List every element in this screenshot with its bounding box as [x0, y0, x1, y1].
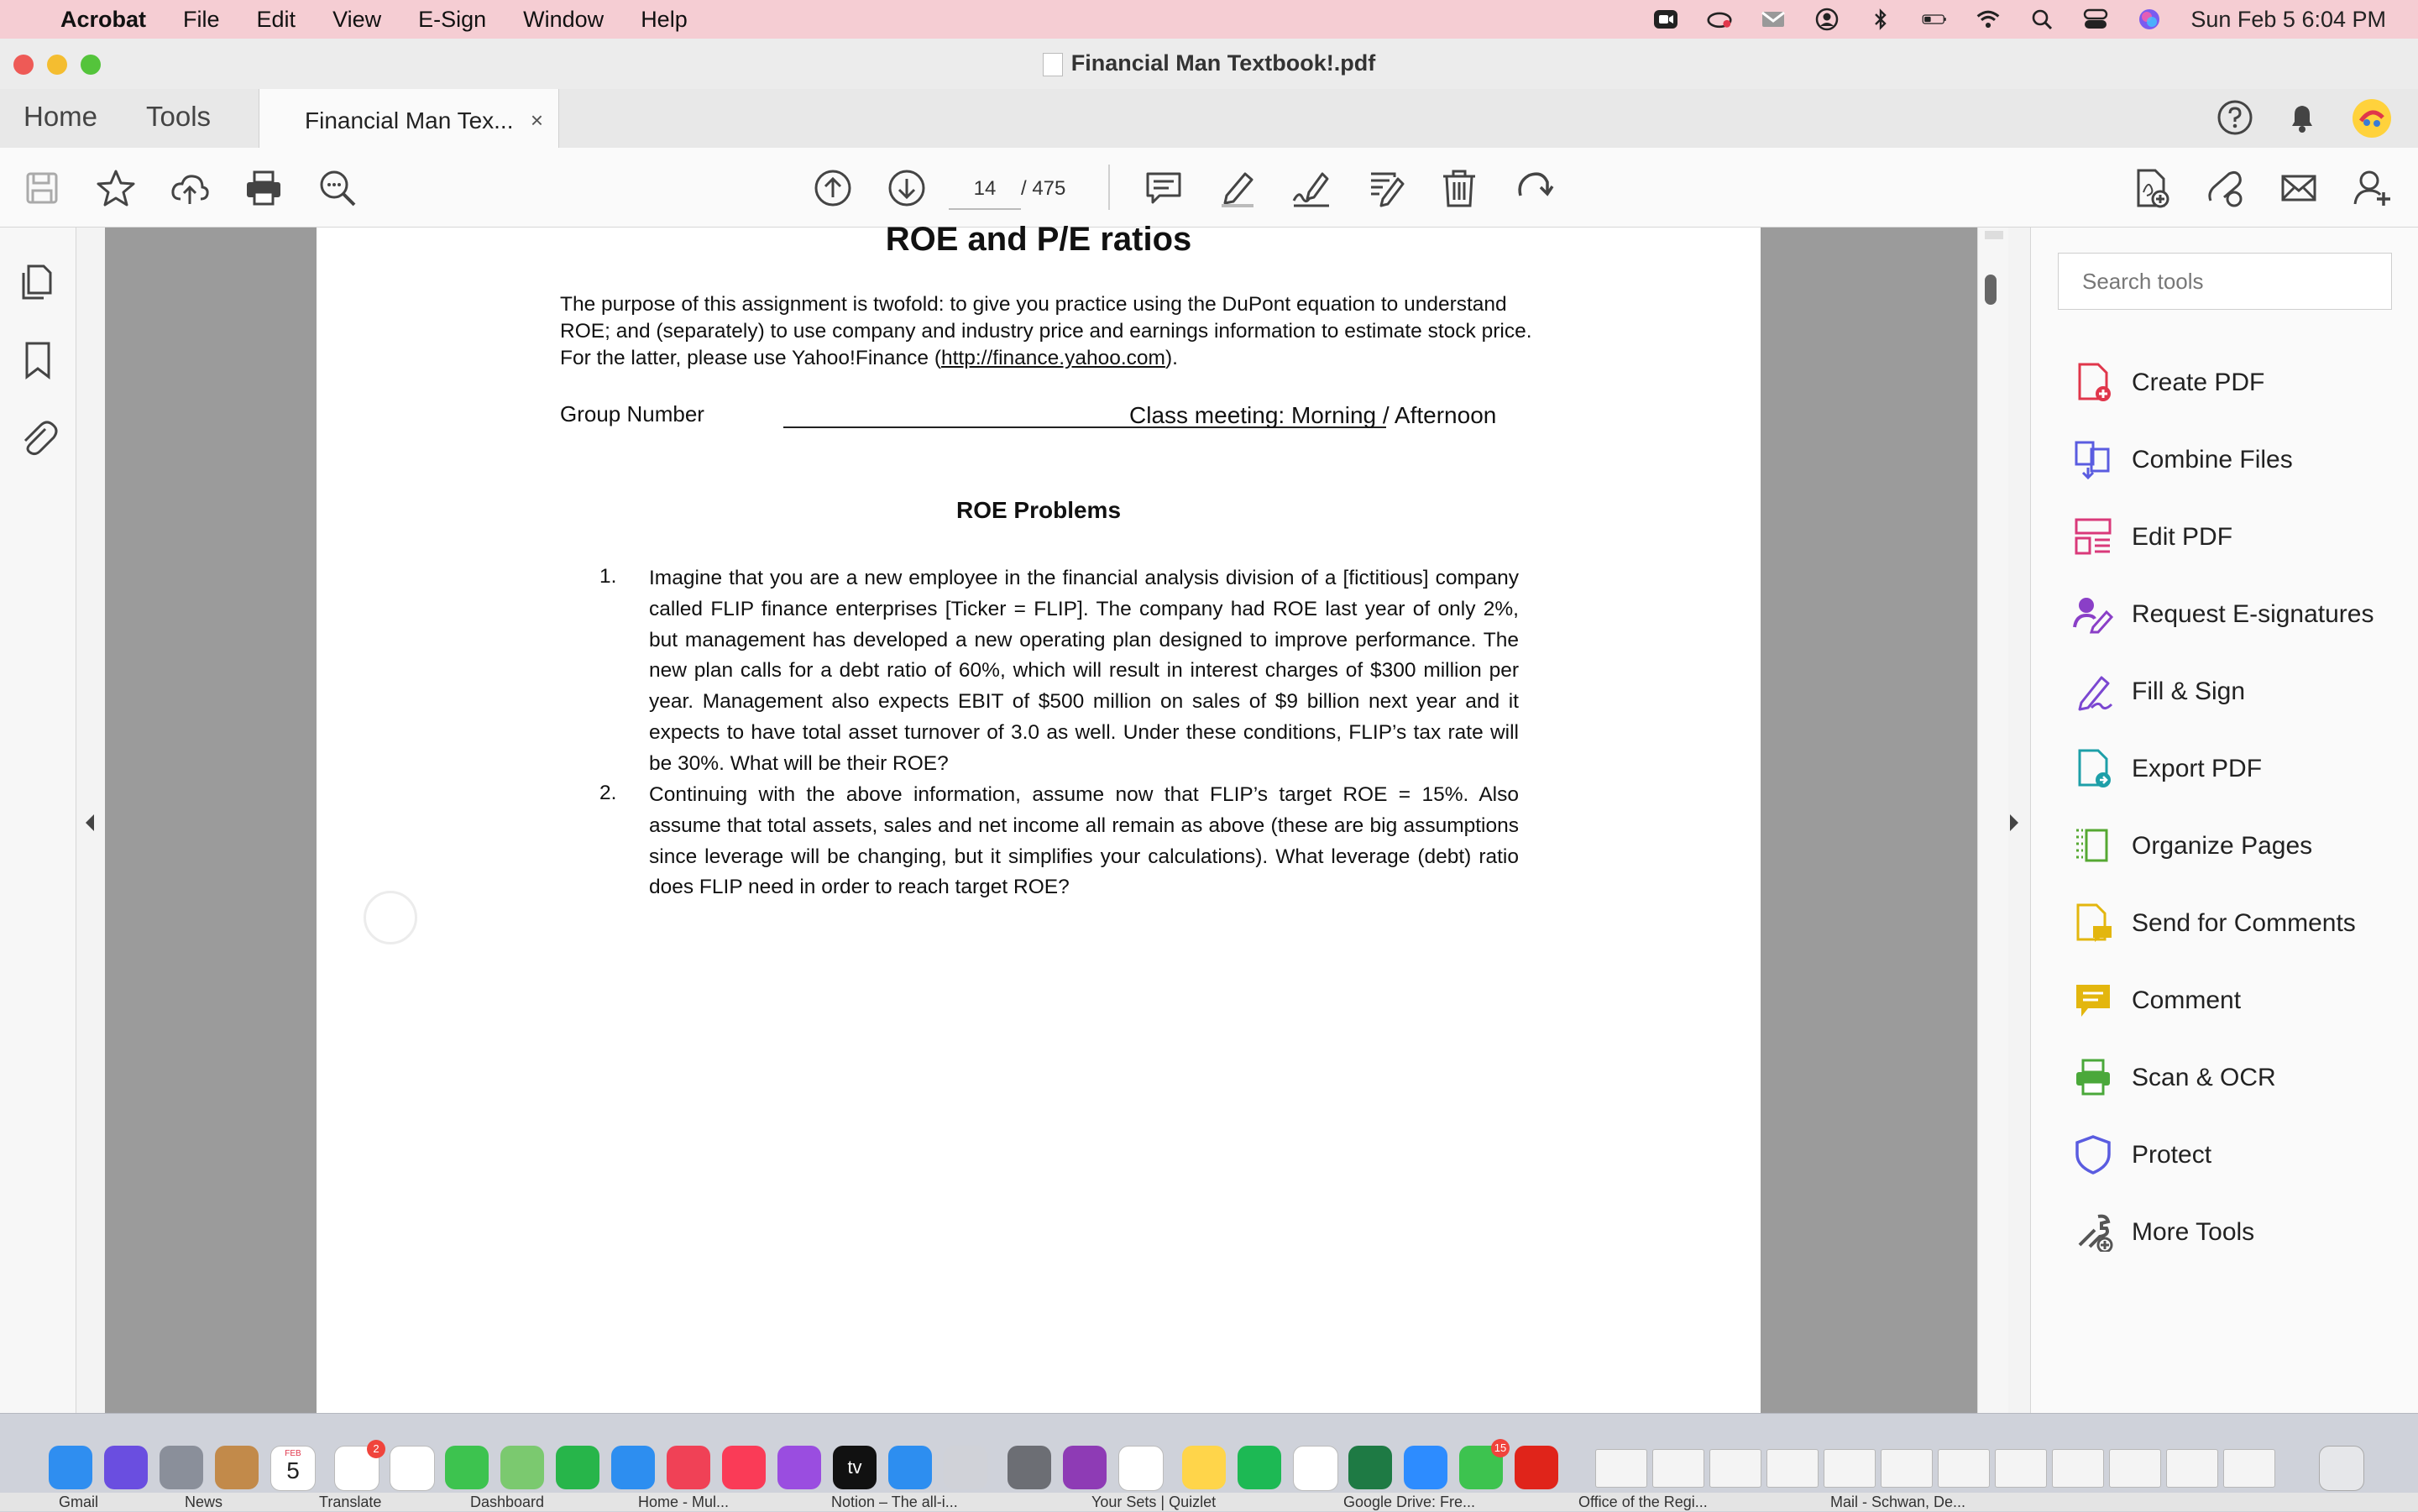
tool-organize-pages[interactable]: [2073, 820, 2409, 871]
numbers-icon[interactable]: [556, 1446, 599, 1489]
finder-icon[interactable]: [49, 1446, 92, 1489]
page-thumbnails-icon[interactable]: [17, 261, 59, 303]
bookmark-item[interactable]: Office of the Regi...: [1578, 1494, 1708, 1510]
tool-more-tools[interactable]: [2073, 1206, 2409, 1257]
creative-cloud-icon[interactable]: [1707, 9, 1732, 29]
tool-scan-ocr[interactable]: [2073, 1052, 2409, 1102]
calendar-day: 5: [286, 1457, 300, 1483]
delete-trash-icon[interactable]: [1436, 165, 1483, 212]
highlight-tool-icon[interactable]: [1214, 165, 1261, 212]
excel-icon[interactable]: [1348, 1446, 1392, 1489]
export-pdf-icon: [2073, 748, 2113, 788]
attachments-paperclip-icon[interactable]: [17, 416, 59, 458]
close-tab-icon[interactable]: ×: [530, 107, 543, 133]
keynote-icon[interactable]: [611, 1446, 655, 1489]
trash-icon[interactable]: [2319, 1446, 2364, 1491]
bookmark-item[interactable]: Home - Mul...: [638, 1494, 730, 1510]
menu-edit[interactable]: Edit: [256, 6, 296, 32]
minimized-window-thumbnail[interactable]: [1881, 1449, 1933, 1488]
tab-tools[interactable]: Tools: [146, 101, 212, 132]
toolbar-divider: [1108, 165, 1110, 210]
intro-line-3: For the latter, please use Yahoo!Finance (http://finance.yahoo.com).: [560, 347, 1178, 369]
spotlight-search-icon[interactable]: [2029, 9, 2054, 29]
rotate-icon[interactable]: [1510, 165, 1557, 212]
wifi-icon[interactable]: [1976, 9, 2001, 29]
acrobat-tab-bar: [0, 89, 2418, 149]
messages-icon[interactable]: [1459, 1441, 1507, 1489]
tool-fill-sign[interactable]: [2073, 666, 2409, 716]
photos-icon[interactable]: [390, 1446, 435, 1491]
tool-label: Protect: [2132, 1141, 2212, 1169]
apple-tv-icon[interactable]: [833, 1446, 877, 1489]
help-dock-icon[interactable]: [944, 1446, 987, 1489]
bookmark-item[interactable]: Dashboard: [470, 1494, 545, 1510]
pdf-page[interactable]: [317, 221, 1761, 1413]
tool-label: Combine Files: [2132, 446, 2293, 473]
fill-sign-icon: [2073, 671, 2113, 711]
app-store-icon[interactable]: [888, 1446, 932, 1489]
add-user-icon[interactable]: [2349, 165, 2396, 212]
minimized-window-thumbnail[interactable]: [1938, 1449, 1990, 1488]
contacts-icon[interactable]: [215, 1446, 259, 1489]
document-toolbar: [0, 148, 2418, 228]
tool-label: Fill & Sign: [2132, 678, 2246, 705]
edit-pdf-icon: [2073, 516, 2113, 557]
bookmark-item[interactable]: Notion – The all-i...: [831, 1494, 958, 1510]
tool-edit-pdf[interactable]: [2073, 511, 2409, 562]
tab-home[interactable]: Home: [24, 101, 98, 132]
scrollbar-thumb[interactable]: [1985, 275, 1997, 305]
zoom-search-icon[interactable]: [314, 165, 361, 212]
menu-bar: [0, 0, 2418, 39]
menubar-clock[interactable]: Sun Feb 5 6:04 PM: [2190, 6, 2386, 32]
comment-tool-icon[interactable]: [1140, 165, 1187, 212]
request-esign-icon: [2073, 594, 2113, 634]
news-icon[interactable]: [667, 1446, 710, 1489]
maps-icon[interactable]: [500, 1446, 544, 1489]
scan-ocr-icon: [2073, 1057, 2113, 1097]
next-page-icon[interactable]: [883, 165, 930, 212]
vertical-scrollbar[interactable]: [1977, 228, 2008, 1413]
control-center-icon[interactable]: [2083, 9, 2108, 29]
document-heading: ROE and P/E ratios: [885, 221, 1192, 258]
tool-comment[interactable]: [2073, 975, 2409, 1025]
intro-line-2: ROE; and (separately) to use company and industry price and earnings information to estimate stock price.: [560, 320, 1532, 343]
problem-1-text: Imagine that you are a new employee in the financial analysis division of a [fictitious] company called FLIP finance enterprises [Ticker = FLIP]. The company had ROE last year of only 2%, but management has developed a new operating plan designed to improve performance. The new plan calls for a debt ratio of 60%, which will result in interest charges of $300 million per year. Management also expects EBIT of $500 million on sales of $9 billion next year and it expects to have total asset turnover of 3.0 as well. Under these conditions, FLIP’s tax rate will be 30%. What will be their ROE?: [649, 567, 1519, 775]
page-total: / 475: [1021, 177, 1066, 200]
menu-esign[interactable]: E-Sign: [418, 6, 487, 32]
siri-icon[interactable]: [2137, 9, 2162, 29]
menu-window[interactable]: Window: [523, 6, 604, 32]
bookmark-item[interactable]: News: [185, 1494, 223, 1510]
music-icon[interactable]: [722, 1446, 766, 1489]
tool-label: Comment: [2132, 986, 2242, 1014]
tool-label: Scan & OCR: [2132, 1064, 2276, 1091]
tool-combine-files[interactable]: [2073, 434, 2409, 484]
tool-send-for-comments[interactable]: [2073, 897, 2409, 948]
bookmark-item[interactable]: Gmail: [59, 1494, 99, 1510]
comment-icon: [2073, 980, 2113, 1020]
podcasts-icon[interactable]: [777, 1446, 821, 1489]
help-icon[interactable]: [2216, 99, 2253, 140]
intro-line-1: The purpose of this assignment is twofold: to give you practice using the DuPont equation to understand: [560, 293, 1507, 316]
bookmark-item[interactable]: Google Drive: Fre...: [1343, 1494, 1476, 1510]
tab-document[interactable]: [259, 89, 559, 149]
bookmark-item[interactable]: Translate: [319, 1494, 382, 1510]
problem-2-number: 2.: [599, 782, 617, 804]
tool-label: Organize Pages: [2132, 832, 2313, 860]
page-loading-circle: [364, 891, 417, 944]
notifications-bell-icon[interactable]: [2284, 99, 2321, 140]
pdf-file-icon: [1043, 53, 1063, 76]
minimized-window-thumbnail[interactable]: [2109, 1449, 2161, 1488]
acrobat-dock-icon[interactable]: [1515, 1446, 1558, 1489]
bookmarks-panel-icon[interactable]: [17, 338, 59, 380]
system-prefs-icon[interactable]: [1008, 1446, 1051, 1489]
expand-right-panel-icon[interactable]: [2008, 813, 2020, 838]
bluetooth-icon[interactable]: [1868, 9, 1893, 29]
tools-panel: [2030, 228, 2418, 1413]
email-icon[interactable]: [2275, 165, 2322, 212]
yahoo-finance-link[interactable]: http://finance.yahoo.com: [940, 347, 1165, 369]
collapse-left-panel-icon[interactable]: [84, 813, 96, 838]
section-title: ROE Problems: [955, 497, 1122, 523]
dock-badge: 15: [1491, 1439, 1510, 1457]
minimized-window-thumbnail[interactable]: [1766, 1449, 1819, 1488]
previous-page-icon[interactable]: [809, 165, 856, 212]
tool-create-pdf[interactable]: [2073, 357, 2409, 407]
facetime-icon[interactable]: [445, 1446, 489, 1489]
group-number-label: Group Number: [560, 401, 704, 426]
share-link-icon[interactable]: [2201, 165, 2248, 212]
sign-tool-icon[interactable]: [1288, 165, 1335, 212]
onenote-icon[interactable]: [1063, 1446, 1107, 1489]
minimized-window-thumbnail[interactable]: [2052, 1449, 2104, 1488]
user-status-icon[interactable]: [1814, 9, 1840, 29]
gmail-status-icon[interactable]: [1761, 9, 1786, 29]
create-pdf-icon: [2073, 362, 2113, 402]
reminders-icon[interactable]: [334, 1442, 379, 1491]
organize-pages-icon: [2073, 825, 2113, 866]
protect-icon: [2073, 1134, 2113, 1175]
notes-icon[interactable]: [1182, 1446, 1226, 1489]
save-icon[interactable]: [18, 165, 65, 212]
minimized-window-thumbnail[interactable]: [2223, 1449, 2275, 1488]
star-bookmark-icon[interactable]: [92, 165, 139, 212]
tool-label: Create PDF: [2132, 369, 2265, 396]
tool-request-e-signatures[interactable]: [2073, 589, 2409, 639]
menu-view[interactable]: View: [332, 6, 382, 32]
account-avatar[interactable]: [2351, 97, 2393, 144]
upload-cloud-icon[interactable]: [166, 165, 213, 212]
problem-1-number: 1.: [599, 565, 617, 588]
battery-icon[interactable]: [1922, 9, 1947, 29]
minimized-window-thumbnail[interactable]: [1709, 1449, 1761, 1488]
minimized-window-thumbnail[interactable]: [1652, 1449, 1704, 1488]
tool-label: Export PDF: [2132, 755, 2263, 782]
minimized-window-thumbnail[interactable]: [1995, 1449, 2047, 1488]
minimized-window-thumbnail[interactable]: [2166, 1449, 2218, 1488]
tool-export-pdf[interactable]: [2073, 743, 2409, 793]
browser-bookmarks-strip: [0, 1493, 2418, 1511]
chrome-icon[interactable]: [1293, 1446, 1338, 1491]
zoom-status-icon[interactable]: [1653, 9, 1678, 29]
bookmark-item[interactable]: Your Sets | Quizlet: [1091, 1494, 1217, 1510]
combine-files-icon: [2073, 439, 2113, 479]
launchpad-icon[interactable]: [160, 1446, 203, 1489]
menu-file[interactable]: File: [183, 6, 220, 32]
minimized-window-thumbnail[interactable]: [1824, 1449, 1876, 1488]
window-title-bar: [0, 39, 2418, 90]
calendar-month: FEB: [285, 1449, 301, 1458]
tv-label: tv: [847, 1457, 862, 1478]
textedit-icon[interactable]: [1118, 1446, 1164, 1491]
document-tab-label: Financial Man Tex...: [305, 107, 514, 133]
tool-label: Request E-signatures: [2132, 600, 2374, 628]
page-number-input[interactable]: 14: [949, 170, 1021, 210]
scroll-up-arrow[interactable]: [1985, 231, 2003, 239]
menu-help[interactable]: Help: [641, 6, 688, 32]
dock-badge: 2: [367, 1440, 385, 1458]
edit-pdf-tool-icon[interactable]: [1362, 165, 1409, 212]
left-navigation-rail: [0, 228, 76, 1413]
tool-label: Send for Comments: [2132, 909, 2356, 937]
print-icon[interactable]: [240, 165, 287, 212]
window-title: Financial Man Textbook!.pdf: [0, 50, 2418, 76]
more-tools-icon: [2073, 1211, 2113, 1252]
bookmark-item[interactable]: Mail - Schwan, De...: [1830, 1494, 1966, 1510]
siri-dock-icon[interactable]: [104, 1446, 148, 1489]
minimized-window-thumbnail[interactable]: [1595, 1449, 1647, 1488]
tool-protect[interactable]: [2073, 1129, 2409, 1180]
send-comments-icon: [2073, 902, 2113, 943]
spotify-icon[interactable]: [1238, 1446, 1281, 1489]
class-meeting-text: Class meeting: Morning / Afternoon: [1129, 402, 1497, 428]
tool-label: More Tools: [2132, 1218, 2255, 1246]
create-pdf-quick-icon[interactable]: [2128, 165, 2175, 212]
problem-2-text: Continuing with the above information, assume now that FLIP’s target ROE = 15%. Also assume that total assets, sales and net income all remain as above (these are big assumptions since leverage will be changing, but it simplifies your calculations). What leverage (debt) ratio does FLIP need in order to reach target ROE?: [649, 783, 1519, 899]
zoom-icon[interactable]: [1404, 1446, 1447, 1489]
search-tools-input[interactable]: Search tools: [2058, 253, 2392, 310]
tool-label: Edit PDF: [2132, 523, 2233, 551]
calendar-icon[interactable]: [270, 1446, 316, 1491]
menu-app-name[interactable]: Acrobat: [60, 6, 147, 32]
